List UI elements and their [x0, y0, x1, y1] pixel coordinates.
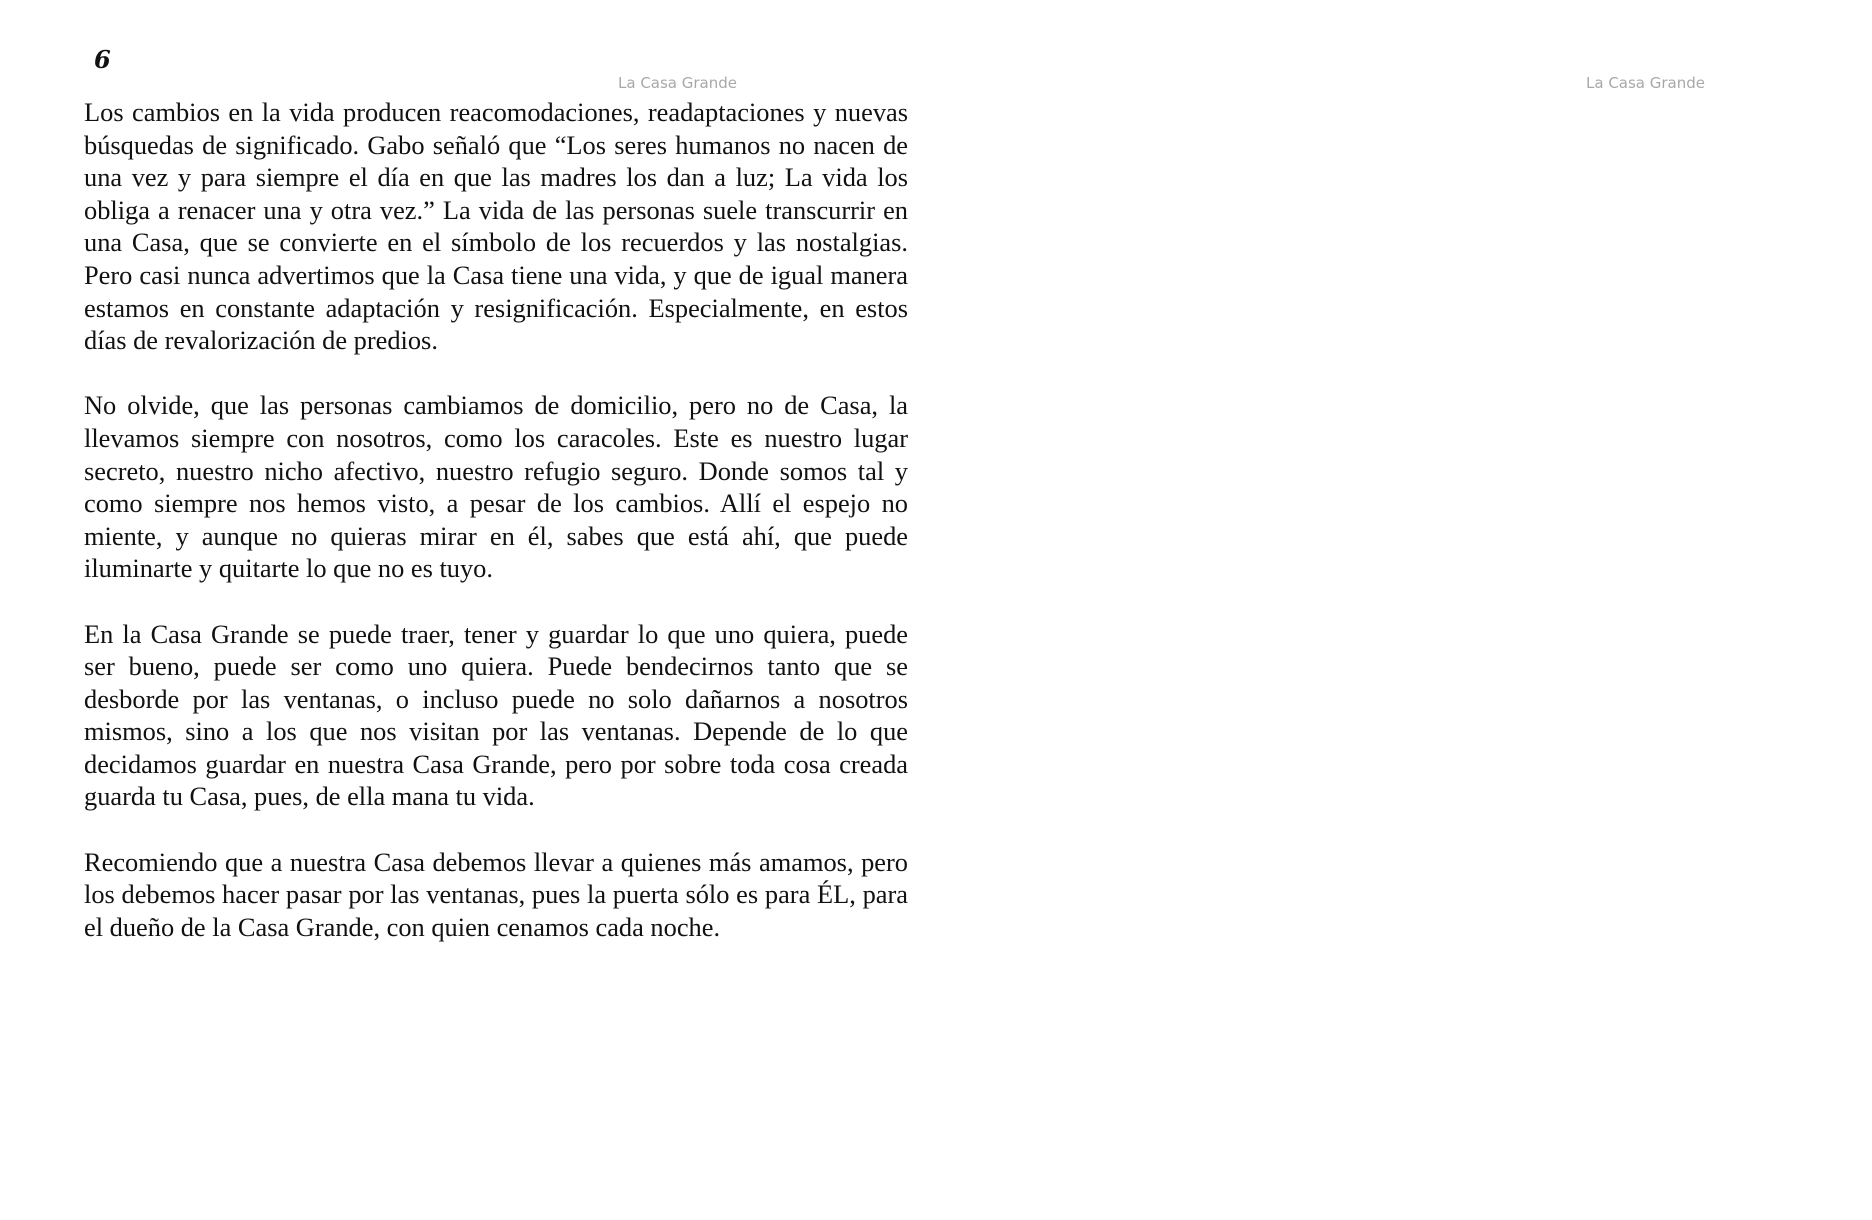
running-header-right: La Casa Grande [1586, 74, 1705, 92]
paragraph-2: No olvide, que las personas cambiamos de domicilio, pero no de Casa, la llevamos siempre con nosotros, como los caracoles. Este es nuestro lugar secreto, nuestro nicho afectivo, nuestro refugio seguro. Donde somos tal y como siempre nos hemos visto, a pesar de los cambios. Allí el espejo no miente, y aunque no quieras mirar en él, sabes que está ahí, que puede iluminarte y quitarte lo que no es tuyo. [84, 390, 908, 584]
paragraph-3: En la Casa Grande se puede traer, tener y guardar lo que uno quiera, puede ser bueno, puede ser como uno quiera. Puede bendecirnos tanto que se desborde por las ventanas, o incluso puede no solo dañarnos a nosotros mismos, sino a los que nos visitan por las ventanas. Depende de lo que decidamos guardar en nuestra Casa Grande, pero por sobre toda cosa creada guarda tu Casa, pues, de ella mana tu vida. [84, 618, 908, 812]
paragraph-4: Recomiendo que a nuestra Casa debemos llevar a quienes más amamos, pero los debemos hacer pasar por las ventanas, pues la puerta sólo es para ÉL, para el dueño de la Casa Grande, con quien cenamos cada noche. [84, 846, 908, 942]
body-text [84, 96, 908, 943]
paragraph-1: Los cambios en la vida producen reacomodaciones, readaptaciones y nuevas búsquedas de significado. Gabo señaló que “Los seres humanos no nacen de una vez y para siempre el día en que las madres los dan a luz; La vida los obliga a renacer una y otra vez.” La vida de las personas suele transcurrir en una Casa, que se convierte en el símbolo de los recuerdos y las nostalgias. Pero casi nunca advertimos que la Casa tiene una vida, y que de igual manera estamos en constante adaptación y resignificación. Especialmente, en estos días de revalorización de predios. [84, 97, 908, 356]
running-header-left: La Casa Grande [618, 74, 737, 92]
page-number: 6 [94, 45, 111, 74]
